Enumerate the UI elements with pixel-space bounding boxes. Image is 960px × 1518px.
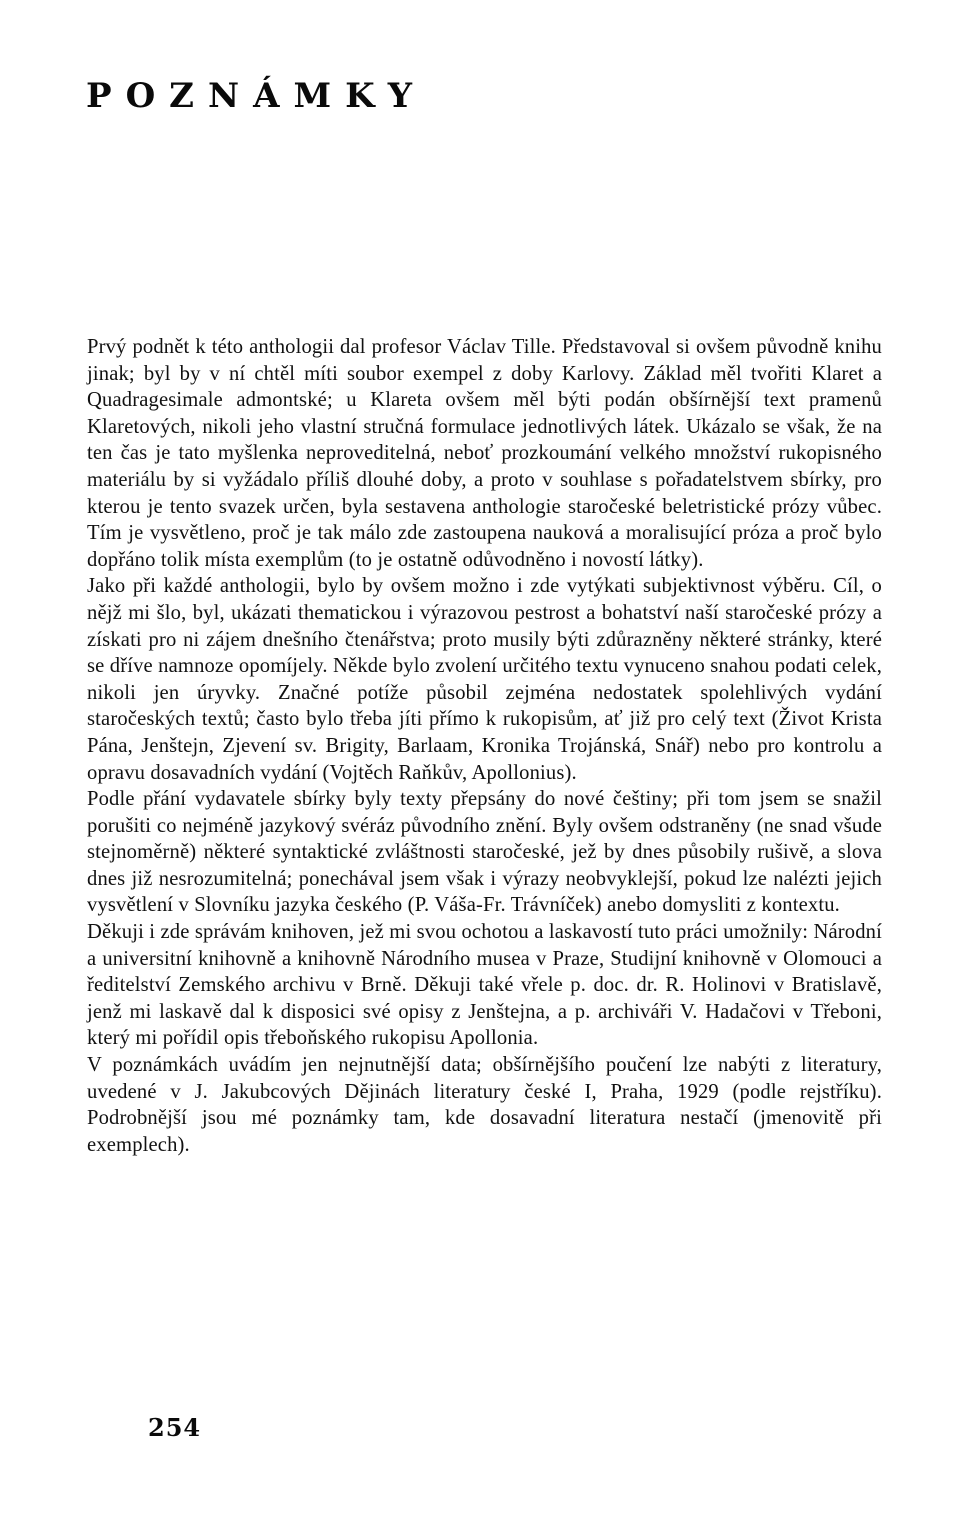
paragraph-acknowledgements: Děkuji i zde správám knihoven, jež mi svou ochotou a laskavostí tuto práci umožnily: Národní a universitní knihovně a knihovně Národního musea v Praze, Studijní knihovně v Olomouci a ředitelství Zemského archivu v Brně. Děkuji také vřele p. doc. dr. R. Holinovi v Bratislavě, jenž mi laskavě dal k disposici své opisy z Jenštejna, a p. archiváři V. Hadačovi v Třeboni, který mi pořídil opis třeboňského rukopisu Apollonia.: [87, 921, 882, 1050]
page-number: 254: [148, 1413, 202, 1442]
paragraph-literature: V poznámkách uvádím jen nejnutnější data; obšírnějšího poučení lze nabýti z literatury, uvedené v J. Jakubcových Dějinách literatury české I, Praha, 1929 (podle rejstříku). Podrobnější jsou mé poznámky tam, kde dosavadní literatura nestačí (jmenovitě při exemplech).: [87, 1054, 882, 1156]
paragraph-origin: Prvý podnět k této anthologii dal profesor Václav Tille. Představoval si ovšem původně knihu jinak; byl by v ní chtěl míti soubor exempel z doby Karlovy. Základ měl tvořiti Klaret a Quadragesimale admontské; u Klareta ovšem měl býti podán obšírnější text pramenů Klaretových, nikoli jeho vlastní stručná formulace jednotlivých látek. Ukázalo se však, že na ten čas je tato myšlenka neproveditelná, neboť prozkoumání velkého množství rukopisného materiálu by si vyžádalo příliš dlouhé doby, a proto v souhlase s pořadatelstvem sbírky, pro kterou je tento svazek určen, byla sestavena anthologie staročeské beletristické prózy vůbec. Tím je vysvětleno, proč je tak málo zde zastoupena nauková a moralisující próza a proč bylo dopřáno tolik místa exemplům (to je ostatně odůvodněno i novostí látky).: [87, 336, 882, 571]
paragraph-selection: Jako při každé anthologii, bylo by ovšem možno i zde vytýkati subjektivnost výběru. Cíl, o nějž mi šlo, byl, ukázati thematickou i výrazovou pestrost a bohatství naší staročeské prózy a získati pro ni zájem dnešního čtenářstva; proto musily býti zdůrazněny některé stránky, které se dříve namnoze opomíjely. Někde bylo zvolení určitého textu vynuceno snahou podati celek, nikoli jen úryvky. Značné potíže působil zejména nedostatek spolehlivých vydání staročeských textů; často bylo třeba jíti přímo k rukopisům, ať již pro celý text (Život Krista Pána, Jenštejn, Zjevení sv. Brigity, Barlaam, Kronika Trojánská, Snář) nebo pro kontrolu a opravu dosavadních vydání (Vojtěch Raňkův, Apollonius).: [87, 575, 882, 784]
page-title: POZNÁMKY: [86, 76, 427, 116]
paragraph-transcription: Podle přání vydavatele sbírky byly texty přepsány do nové češtiny; při tom jsem se snažil porušiti co nejméně jazykový svéráz původního znění. Byly ovšem odstraněny (ne snad všude stejnoměrně) některé syntaktické zvláštnosti staročeské, jež by dnes působily rušivě, a slova dnes již nesrozumitelná; ponechával jsem však i výrazy neobvyklejší, pokud lze nalézti jejich vysvětlení v Slovníku jazyka českého (P. Váša-Fr. Trávníček) anebo domysliti z kontextu.: [87, 788, 882, 917]
notes-body: [87, 334, 882, 1158]
